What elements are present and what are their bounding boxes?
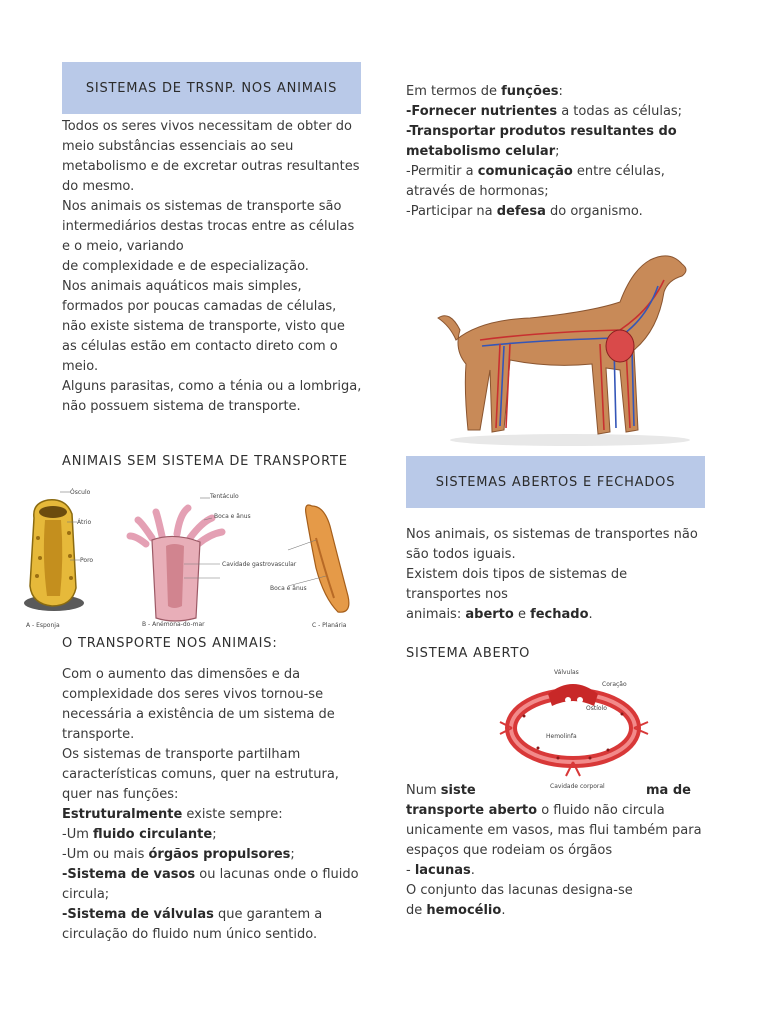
label-cavidade-corporal: Cavidade corporal (550, 783, 605, 790)
types-paragraph: Nos animais, os sistemas de transportes não são todos iguais. (406, 527, 698, 562)
label-coracao: Coração (602, 681, 627, 688)
intro-text (62, 117, 362, 417)
label-esponja: A - Esponja (26, 622, 60, 629)
transport-text (62, 665, 362, 945)
simple-animals-figure (12, 478, 357, 630)
label-osculo: Ósculo (70, 489, 91, 496)
label-cavidade-gastrovascular: Cavidade gastrovascular (222, 561, 297, 568)
function-item: -Participar na defesa do organismo. (406, 204, 643, 219)
anemone-illustration (130, 508, 222, 621)
label-hemolinfa: Hemolinfa (546, 733, 577, 740)
label-poro: Poro (80, 557, 94, 564)
banner-transport-systems (62, 62, 361, 114)
intro-paragraph: Nos animais os sistemas de transporte são intermediários destas trocas entre as células e o meio, variando (62, 199, 355, 254)
structure-item: -Um ou mais órgãos propulsores; (62, 847, 295, 862)
label-boca-anus: Boca e ânus (214, 513, 251, 520)
structure-item: -Sistema de vasos ou lacunas onde o fluido circula; (62, 867, 359, 902)
intro-paragraph: Todos os seres vivos necessitam de obter do meio substâncias essenciais ao seu metabolismo e de excretar outras resultantes do mesmo. (62, 119, 360, 194)
banner-title: SISTEMAS DE TRSNP. NOS ANIMAIS (85, 80, 338, 96)
intro-paragraph: Alguns parasitas, como a ténia ou a lombriga, não possuem sistema de transporte. (62, 379, 362, 414)
transport-paragraph: Com o aumento das dimensões e da complexidade dos seres vivos tornou-se necessária a existência de um sistema de transporte. (62, 667, 335, 742)
function-item: -Transportar produtos resultantes do metabolismo celular; (406, 124, 677, 159)
intro-paragraph: Nos animais aquáticos mais simples, formados por poucas camadas de células, não existe sistema de transporte, visto que as células estão em contacto direto com o meio. (62, 279, 345, 374)
label-ostiolo: Ostíolo (586, 705, 607, 712)
planaria-illustration (306, 505, 349, 612)
no-transport-heading: ANIMAIS SEM SISTEMA DE TRANSPORTE (62, 454, 348, 469)
open-system-heading: SISTEMA ABERTO (406, 646, 531, 661)
open-system-text (406, 781, 706, 921)
open-system-paragraph: transporte aberto o fluido não circula unicamente em vasos, mas flui também para espaços que rodeiam os órgãos (406, 803, 702, 858)
label-planaria: C - Planária (312, 622, 347, 629)
sponge-illustration (24, 500, 84, 611)
label-valvulas: Válvulas (554, 669, 579, 676)
dog-circulatory-illustration (420, 240, 710, 450)
label-boca-anus-planaria: Boca e ânus (270, 585, 307, 592)
structure-item: -Sistema de válvulas que garantem a circulação do fluido num único sentido. (62, 907, 323, 942)
function-item: -Fornecer nutrientes a todas as células; (406, 104, 683, 119)
banner-title: SISTEMAS ABERTOS E FECHADOS (435, 474, 676, 490)
functions-intro: Em termos de funções: (406, 84, 563, 99)
functions-text (406, 82, 706, 222)
lacunas-line: - lacunas. (406, 863, 475, 878)
label-anemona: B - Anémona-do-mar (142, 621, 205, 628)
open-system-diagram (498, 666, 656, 790)
label-tentaculo: Tentáculo (210, 493, 239, 500)
types-paragraph: animais: aberto e fechado. (406, 607, 593, 622)
hemocelio-term: de hemocélio. (406, 903, 506, 918)
open-system-line: Num siste ma de (406, 783, 691, 798)
types-text (406, 525, 706, 625)
transport-paragraph: Os sistemas de transporte partilham características comuns, quer na estrutura, quer nas funções: (62, 747, 339, 802)
hemocelio-line: O conjunto das lacunas designa-se (406, 883, 633, 898)
structure-item: -Um fluido circulante; (62, 827, 217, 842)
label-atrio: Átrio (77, 519, 92, 526)
transport-heading: O TRANSPORTE NOS ANIMAIS: (62, 636, 278, 651)
structure-line: Estruturalmente existe sempre: (62, 807, 283, 822)
banner-open-closed (406, 456, 705, 508)
types-paragraph: Existem dois tipos de sistemas de transportes nos (406, 567, 628, 602)
function-item: -Permitir a comunicação entre células, através de hormonas; (406, 164, 665, 199)
intro-paragraph: de complexidade e de especialização. (62, 259, 309, 274)
